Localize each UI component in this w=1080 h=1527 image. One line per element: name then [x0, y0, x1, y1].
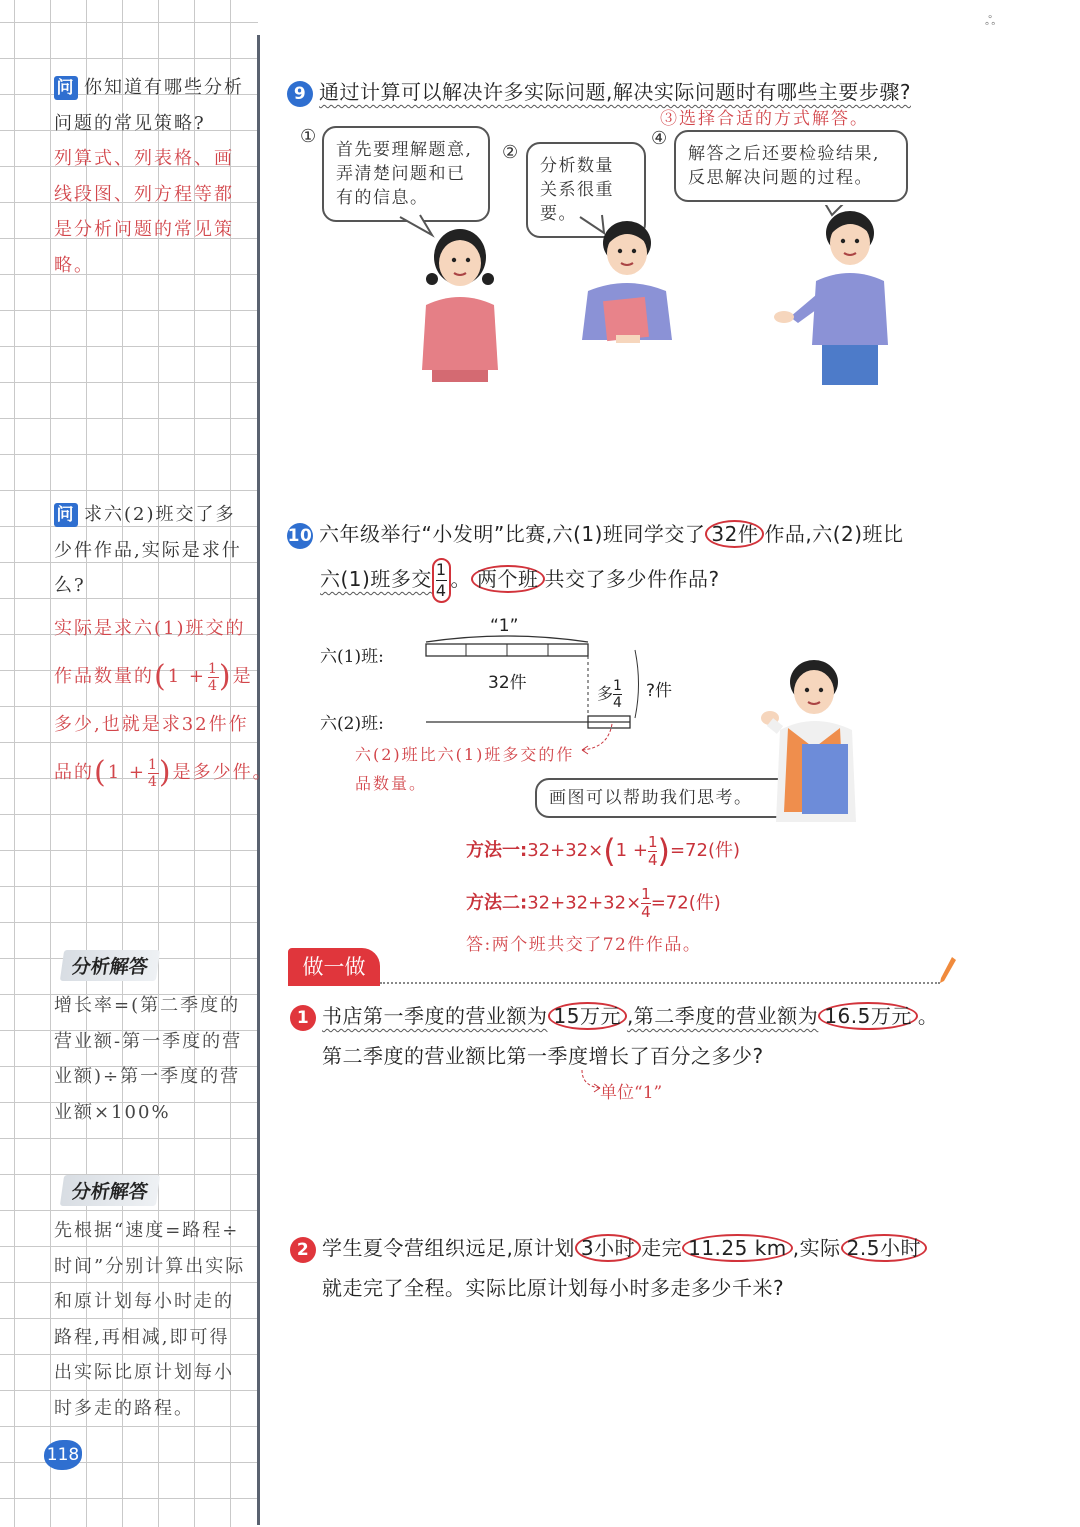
pencil-icon: [938, 955, 958, 985]
problem-10-answer: 答:两个班共交了72件作品。: [466, 935, 702, 955]
do-it-problem-2-line2: 就走完了全程。实际比原计划每小时多走多少千米?: [322, 1276, 785, 1300]
analysis-tag-2: [62, 1175, 158, 1206]
more-prefix: 多: [597, 684, 614, 703]
circled-11-25-km: 11.25 km: [682, 1234, 793, 1262]
circled-3-hours: 3小时: [575, 1234, 641, 1262]
answer-text: 作品数量的: [54, 666, 154, 687]
frac-whole: 1 +: [107, 762, 146, 783]
corner-mark: ஃ: [985, 14, 996, 29]
frac-whole: 1 +: [167, 666, 206, 687]
analysis-text-2: 先根据“速度=路程÷时间”分别计算出实际和原计划每小时走的路程,再相减,即可得出实际比原计划每小时多走的路程。: [54, 1220, 246, 1419]
frac-whole: 1 +: [615, 840, 648, 861]
problem-10-text: 六(1)班多交: [320, 567, 432, 591]
frac-den: 4: [207, 677, 219, 694]
frac-num: 1: [147, 756, 159, 773]
method-2-result: =72(件): [650, 892, 721, 914]
bubble-2-number: ②: [502, 142, 519, 163]
diagram-class1-label: 六(1)班:: [320, 647, 384, 667]
sidebar-q1-answer: 列算式、列表格、画线段图、列方程等都是分析问题的常见策略。: [54, 148, 234, 276]
circled-16-5-wan: 16.5万元: [818, 1002, 918, 1030]
analysis-tag-label: 分析解答: [60, 950, 160, 981]
teacher-boy-illustration: [758, 652, 868, 822]
student-illustrations: [380, 205, 920, 390]
diagram-unknown: ?件: [646, 681, 673, 701]
diagram-count: 32件: [488, 673, 527, 693]
sidebar-q2-answer-line: 作品数量的(1 + $\frac{1}{4}$ )是: [54, 659, 253, 694]
sidebar-q2-answer-line: 实际是求六(1)班交的: [54, 618, 246, 639]
problem-10-text: 六年级举行“小发明”比赛,六(1)班同学交了: [319, 522, 706, 546]
segment-diagram: [420, 632, 660, 732]
diagram-more-fraction: [597, 678, 622, 711]
unit-arrow-icon: [578, 1068, 604, 1094]
bubble-tail: [400, 215, 432, 235]
sidebar-q2: [54, 497, 246, 604]
method-1: 方法一:32+32×(1 + $\frac{1}{4}$ )=72(件): [466, 832, 740, 870]
bubble-tail: [580, 215, 604, 233]
speech-bubble-4: 解答之后还要检验结果,反思解决问题的过程。: [674, 130, 908, 202]
method-1-expr: 32+32×: [527, 840, 604, 861]
problem-10-line2: [320, 558, 720, 603]
frac-num: 1: [435, 560, 447, 579]
boy-with-book-figure: [582, 221, 672, 343]
do-it-problem-1-line1: [290, 1000, 938, 1031]
sidebar-q1: [54, 70, 246, 283]
circled-32-items: 32件: [705, 520, 764, 548]
do-it-problem-2-number: 2: [290, 1237, 316, 1263]
sidebar-q2-answer: [54, 605, 273, 797]
method-2-expr: 32+32+32×: [527, 892, 642, 914]
sidebar-q2-answer-line: 多少,也就是求32件作: [54, 714, 249, 735]
do-it-problem-1-number: 1: [290, 1005, 316, 1031]
think-bubble: 画图可以帮助我们思考。: [535, 778, 811, 818]
diagram-class2-label: 六(2)班:: [320, 714, 384, 734]
boy-pointing-figure: [774, 211, 888, 385]
frac-num: 1: [641, 885, 651, 903]
do-it-problem-2-text: 学生夏令营组织远足,原计划: [322, 1236, 575, 1260]
do-it-problem-1-text: 书店第一季度的营业额为: [322, 1004, 548, 1028]
do-it-problem-2-line1: [290, 1232, 927, 1263]
unit-one-note: 单位“1”: [600, 1083, 663, 1103]
note-arrow-icon: [578, 722, 618, 758]
speech-bubble-2: 分析数量关系很重要。: [526, 142, 646, 238]
question-badge-icon: 问: [54, 76, 78, 100]
method-2: [466, 886, 721, 921]
problem-9-step3: ③选择合适的方式解答。: [660, 109, 869, 129]
page-number: 118: [44, 1440, 82, 1470]
problem-10-text: 作品,六(2)班比: [764, 522, 904, 546]
do-it-problem-2-text: 走完: [641, 1236, 683, 1260]
frac-num: 1: [207, 660, 219, 677]
sidebar-q2-question: 求六(2)班交了多少件作品,实际是求什么?: [54, 504, 242, 596]
do-it-problem-1-line2: 第二季度的营业额比第一季度增长了百分之多少?: [322, 1044, 764, 1068]
answer-text: 品的: [54, 762, 94, 783]
analysis-text-1: 增长率=(第二季度的营业额-第一季度的营业额)÷第一季度的营业额×100%: [54, 995, 243, 1123]
bubble-1-number: ①: [300, 126, 317, 147]
sidebar-q2-answer-line: 品的(1 + $\frac{1}{4}$ )是多少件。: [54, 755, 273, 790]
problem-9-statement: [287, 76, 911, 107]
question-badge-icon: 问: [54, 503, 78, 527]
problem-10-line1: [287, 518, 904, 549]
answer-text: 是: [232, 666, 253, 687]
bubble-4-number: ④: [651, 128, 668, 149]
do-it-problem-1-text: 。: [917, 1004, 939, 1028]
brace-top: [426, 636, 588, 642]
brace-right: [635, 650, 639, 718]
analysis-tag-1: [62, 950, 158, 981]
method-1-label: 方法一:: [466, 840, 528, 861]
answer-text: 是多少件。: [172, 762, 273, 783]
frac-den: 4: [613, 695, 622, 711]
analysis-tag-label: 分析解答: [60, 1175, 160, 1206]
frac-den: 4: [647, 850, 658, 869]
problem-10-number: 10: [287, 523, 313, 549]
sidebar-q1-question: 你知道有哪些分析问题的常见策略?: [54, 77, 244, 134]
problem-10-text: 。: [450, 567, 472, 591]
girl-figure: [422, 229, 498, 382]
do-it-tag: 做一做: [288, 948, 380, 986]
do-it-problem-1-text: ,第二季度的营业额为: [626, 1004, 819, 1028]
circled-two-classes: 两个班: [471, 565, 545, 593]
method-1-result: =72(件): [669, 840, 740, 861]
circled-15-wan: 15万元: [548, 1002, 627, 1030]
problem-10-text: 共交了多少件作品?: [544, 567, 720, 591]
speech-bubble-1: 首先要理解题意,弄清楚问题和已有的信息。: [322, 126, 490, 222]
method-2-label: 方法二:: [466, 892, 528, 914]
circled-2-5-hours: 2.5小时: [841, 1234, 927, 1262]
frac-num: 1: [613, 678, 622, 694]
frac-num: 1: [647, 832, 658, 851]
problem-9-number: 9: [287, 81, 313, 107]
do-it-dotted-line: [380, 982, 940, 984]
diagram-one-label: “1”: [490, 616, 519, 636]
problem-9-text: 通过计算可以解决许多实际问题,解决实际问题时有哪些主要步骤?: [319, 80, 911, 104]
frac-den: 4: [435, 581, 447, 600]
frac-den: 4: [147, 773, 159, 790]
frac-den: 4: [641, 903, 651, 921]
do-it-problem-2-text: ,实际: [792, 1236, 841, 1260]
diagram-note: 六(2)班比六(1)班多交的作品数量。: [355, 745, 575, 793]
